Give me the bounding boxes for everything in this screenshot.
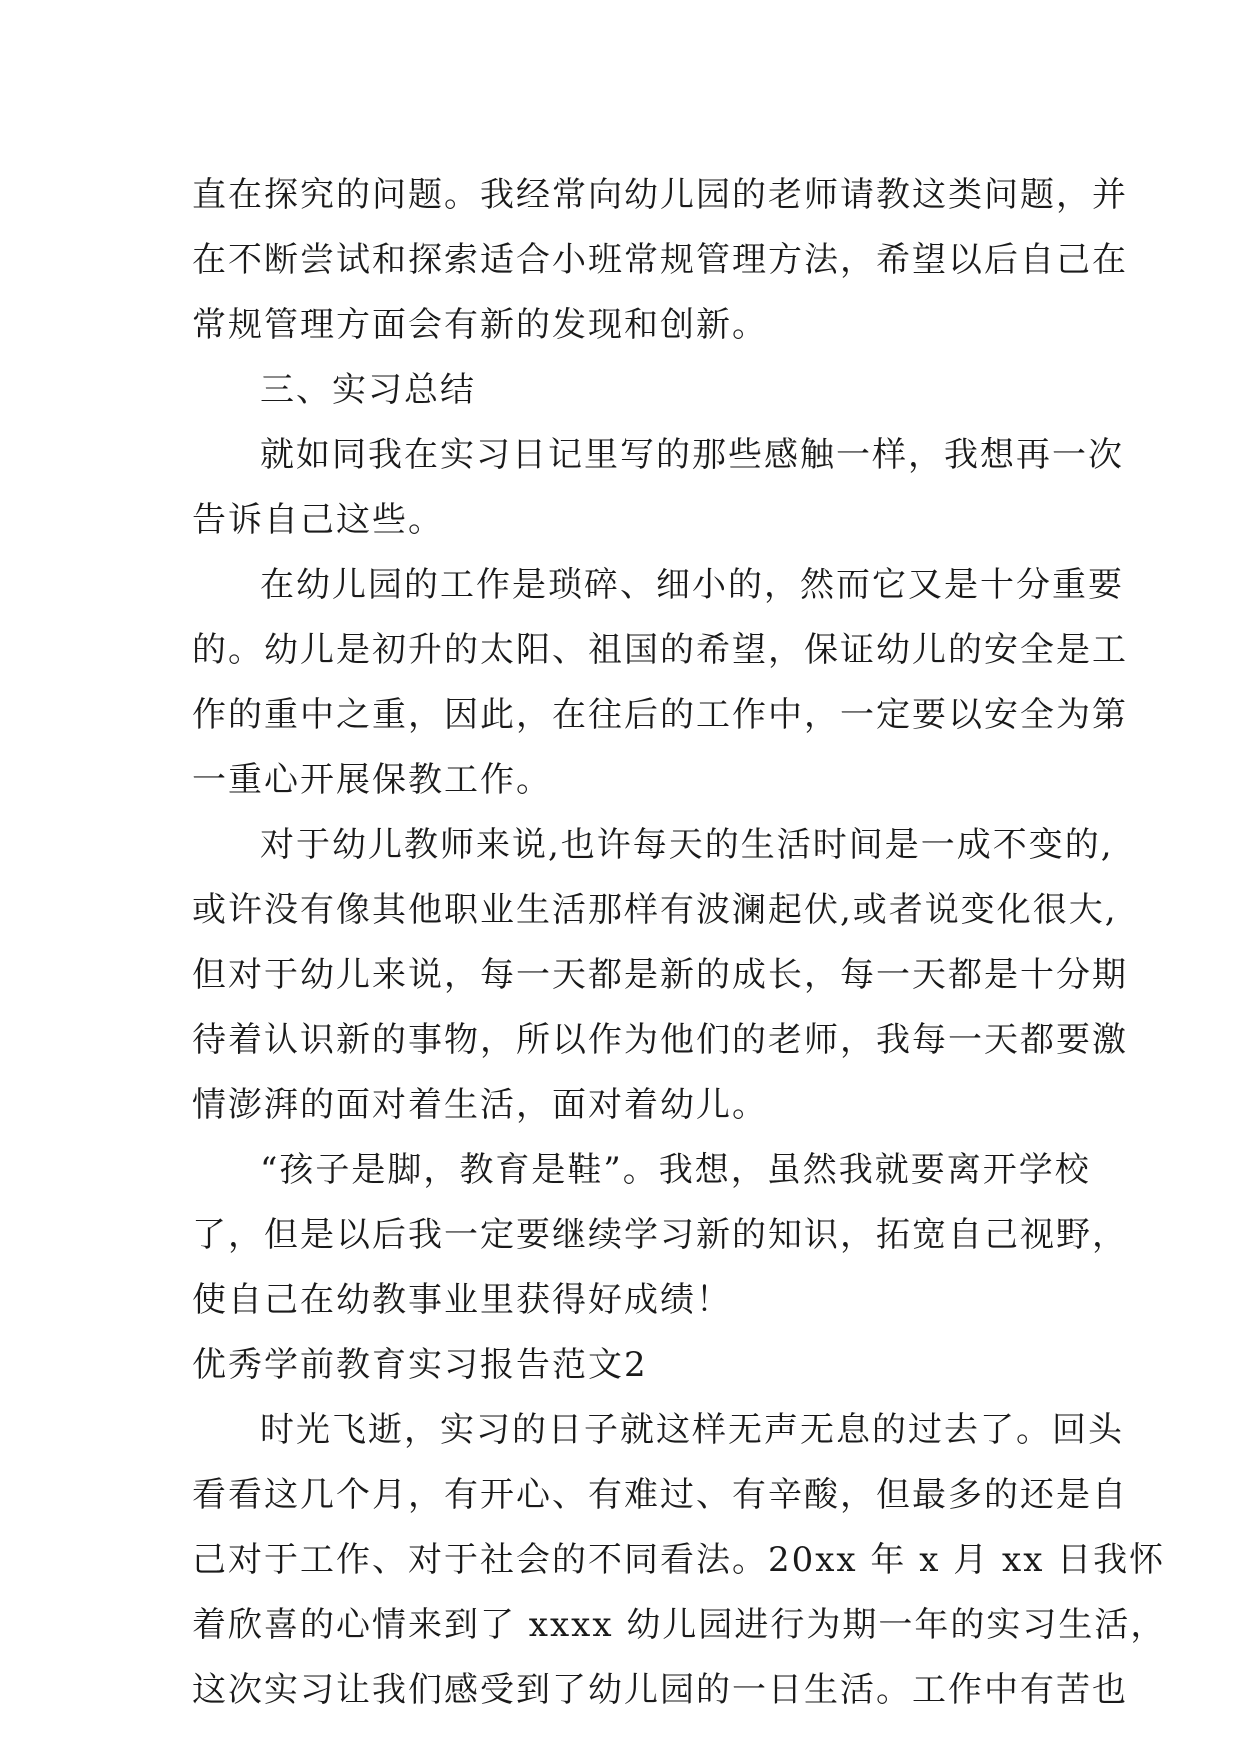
text-line: 直在探究的问题。我经常向幼儿园的老师请教这类问题，并 xyxy=(192,175,1128,215)
text-line: 着欣喜的心情来到了 xxxx 幼儿园进行为期一年的实习生活， xyxy=(192,1605,1167,1645)
text-line: 但对于幼儿来说，每一天都是新的成长，每一天都是十分期 xyxy=(192,955,1128,995)
text-line: 使自己在幼教事业里获得好成绩！ xyxy=(192,1280,732,1320)
text-line: 看看这几个月，有开心、有难过、有辛酸，但最多的还是自 xyxy=(192,1475,1128,1515)
section-heading: 三、实习总结 xyxy=(260,370,476,410)
text-line: 待着认识新的事物，所以作为他们的老师，我每一天都要激 xyxy=(192,1020,1128,1060)
text-line: 告诉自己这些。 xyxy=(192,500,444,540)
paragraph-start: 在幼儿园的工作是琐碎、细小的，然而它又是十分重要 xyxy=(260,565,1124,605)
text-line: 一重心开展保教工作。 xyxy=(192,760,552,800)
paragraph-start: 对于幼儿教师来说,也许每天的生活时间是一成不变的, xyxy=(260,825,1114,865)
text-line: 己对于工作、对于社会的不同看法。20xx 年 x 月 xx 日我怀 xyxy=(192,1540,1166,1580)
text-line: 的。幼儿是初升的太阳、祖国的希望，保证幼儿的安全是工 xyxy=(192,630,1128,670)
paragraph-start: “孩子是脚，教育是鞋”。我想，虽然我就要离开学校 xyxy=(260,1150,1091,1190)
paragraph-start: 时光飞逝，实习的日子就这样无声无息的过去了。回头 xyxy=(260,1410,1124,1450)
text-line: 常规管理方面会有新的发现和创新。 xyxy=(192,305,768,345)
text-line: 这次实习让我们感受到了幼儿园的一日生活。工作中有苦也 xyxy=(192,1670,1128,1710)
text-line: 在不断尝试和探索适合小班常规管理方法，希望以后自己在 xyxy=(192,240,1128,280)
text-line: 情澎湃的面对着生活，面对着幼儿。 xyxy=(192,1085,768,1125)
text-line: 作的重中之重，因此，在往后的工作中，一定要以安全为第 xyxy=(192,695,1128,735)
text-line: 或许没有像其他职业生活那样有波澜起伏,或者说变化很大, xyxy=(192,890,1118,930)
article-title: 优秀学前教育实习报告范文2 xyxy=(192,1345,648,1385)
document-body xyxy=(192,163,1167,1723)
paragraph-start: 就如同我在实习日记里写的那些感触一样，我想再一次 xyxy=(260,435,1124,475)
text-line: 了，但是以后我一定要继续学习新的知识，拓宽自己视野， xyxy=(192,1215,1128,1255)
